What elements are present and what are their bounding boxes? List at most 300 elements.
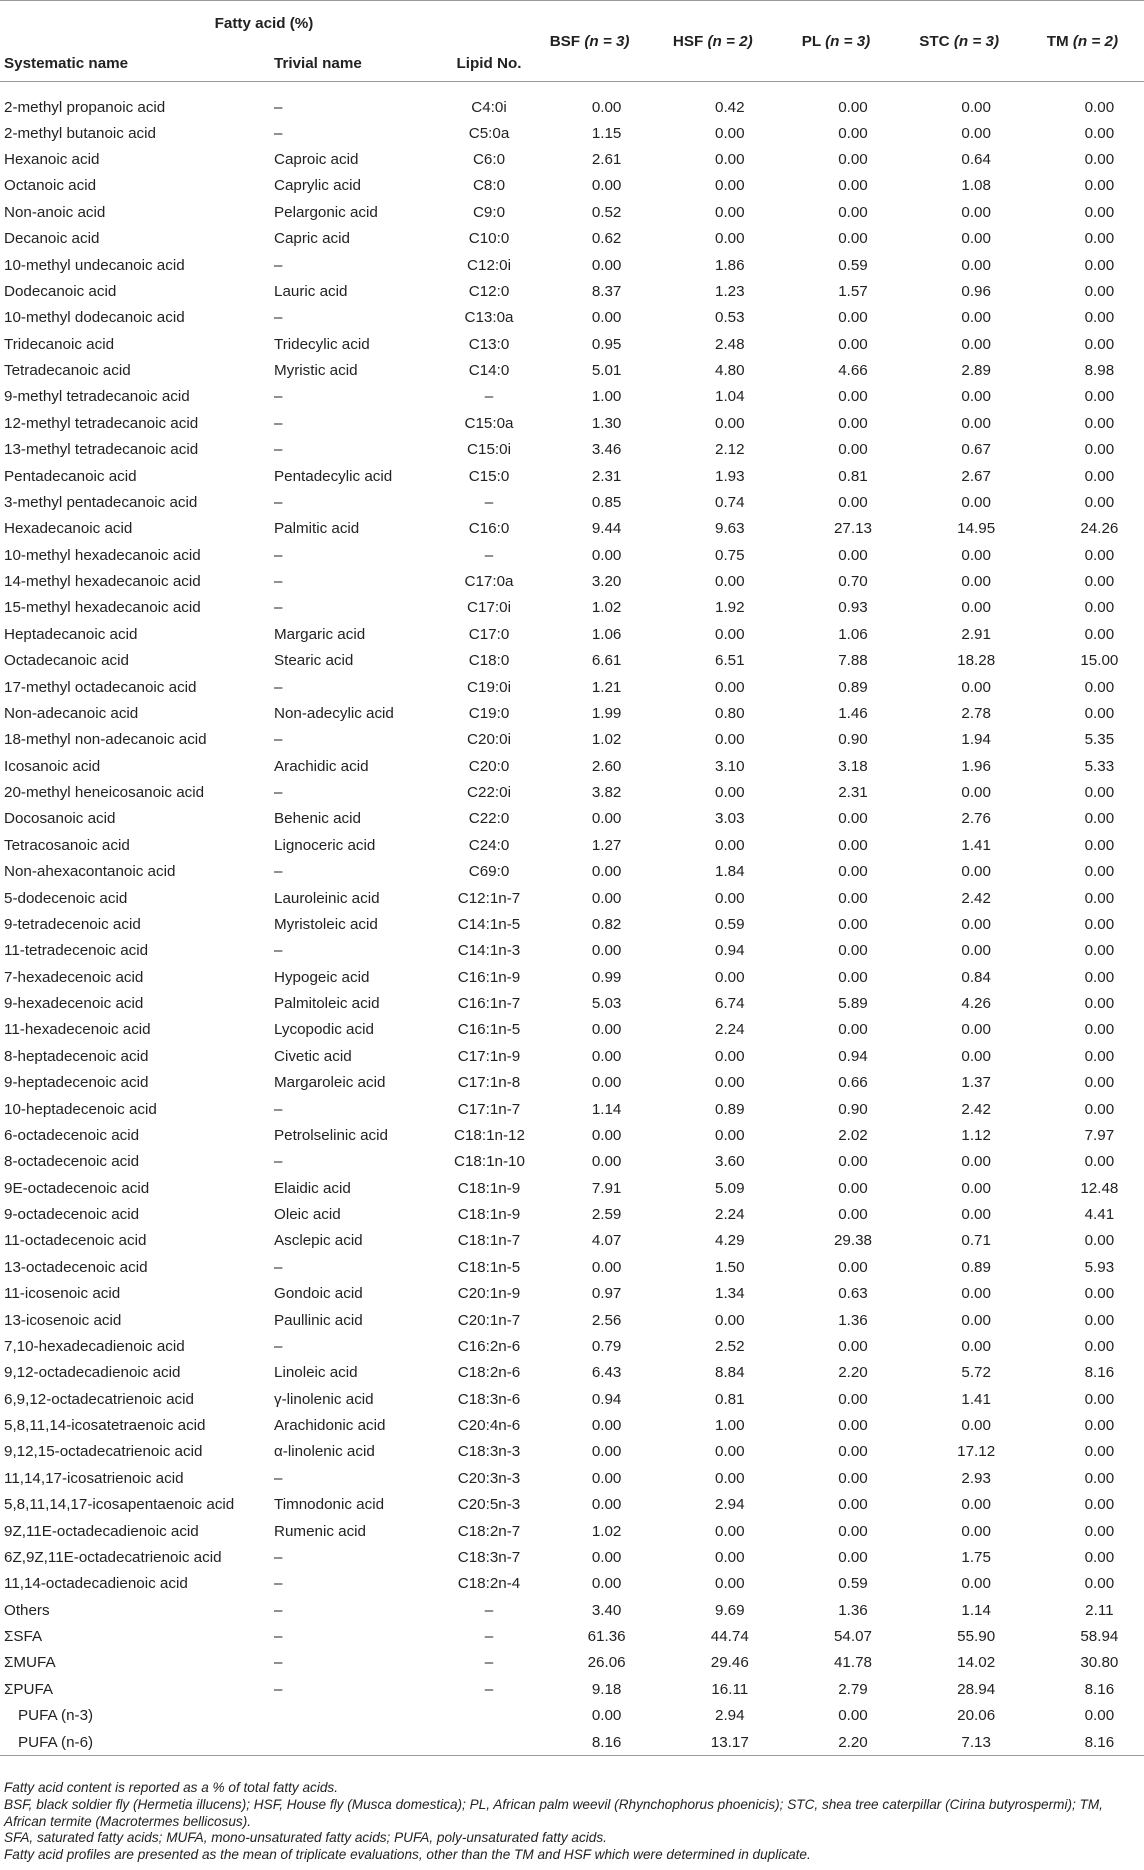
lipid-number-cell: C18:1n-7 <box>457 1232 521 1250</box>
value-cell: 0.00 <box>1084 177 1115 195</box>
table-footnotes <box>4 1780 1140 1864</box>
value-cell: 4.66 <box>838 362 868 380</box>
value-cell: 0.00 <box>1084 203 1115 221</box>
trivial-name-cell: – <box>274 1337 283 1355</box>
footnote: BSF, black soldier fly (Hermetia illucens); HSF, House fly (Musca domestica); PL, African palm weevil (Rhynchophorus phoenicis); STC, shea tree caterpillar (Cirina butyrospermi); TM, African termite (Macrotermes bellicosus). <box>4 1796 1103 1829</box>
lipid-number-cell: C20:4n-6 <box>457 1417 521 1435</box>
table-row <box>0 964 1144 990</box>
value-cell: 7.88 <box>838 652 868 670</box>
trivial-name-cell: – <box>274 1548 283 1566</box>
value-cell: 0.00 <box>1084 467 1115 485</box>
trivial-name-cell: Caproic acid <box>274 151 359 169</box>
value-cell: 0.00 <box>715 230 745 248</box>
table-row <box>0 1096 1144 1122</box>
systematic-name-cell: PUFA (n-6) <box>18 1733 94 1751</box>
value-cell: 0.00 <box>838 309 868 327</box>
value-cell: 0.00 <box>1084 889 1115 907</box>
trivial-name-cell: – <box>274 1469 283 1487</box>
value-cell: 0.00 <box>961 1417 991 1435</box>
table-row <box>0 384 1144 410</box>
value-cell: 6.61 <box>591 652 622 670</box>
value-cell: 2.20 <box>838 1733 868 1751</box>
value-cell: 0.00 <box>961 1179 991 1197</box>
value-cell: 29.38 <box>833 1232 872 1250</box>
value-cell: 0.00 <box>961 203 991 221</box>
value-cell: 0.00 <box>1084 282 1115 300</box>
value-cell: 5.35 <box>1084 731 1115 749</box>
value-cell: 0.00 <box>591 1443 622 1461</box>
value-cell: 0.00 <box>591 1707 622 1725</box>
value-cell: 0.00 <box>838 546 868 564</box>
value-cell: 0.00 <box>961 599 991 617</box>
value-cell: 0.64 <box>961 151 991 169</box>
value-cell: 9.63 <box>715 520 745 538</box>
value-cell: 0.00 <box>1084 1469 1115 1487</box>
value-cell: 0.75 <box>715 546 745 564</box>
systematic-name-cell: Tetradecanoic acid <box>4 362 131 380</box>
systematic-name-cell: 10-heptadecenoic acid <box>4 1100 157 1118</box>
lipid-number-cell: – <box>484 1628 494 1646</box>
lipid-number-cell: C69:0 <box>468 863 510 881</box>
systematic-name-cell: 9Z,11E-octadecadienoic acid <box>4 1522 199 1540</box>
table-row <box>0 911 1144 937</box>
value-cell: 0.00 <box>961 1047 991 1065</box>
trivial-name-cell: – <box>274 1654 283 1672</box>
table-row <box>0 1597 1144 1623</box>
table-row <box>0 1571 1144 1597</box>
group-title: Fatty acid (%) <box>0 1 528 46</box>
table-row <box>0 82 1144 121</box>
value-cell: 5.33 <box>1084 757 1115 775</box>
value-cell: 58.94 <box>1080 1628 1119 1646</box>
lipid-number-cell <box>450 1729 528 1756</box>
table-row <box>0 1122 1144 1148</box>
value-cell: 0.00 <box>838 203 868 221</box>
col-header-lipid: Lipid No. <box>456 54 522 72</box>
value-cell: 0.00 <box>961 493 991 511</box>
lipid-number-cell: C18:1n-5 <box>457 1258 521 1276</box>
value-cell: 1.92 <box>715 599 745 617</box>
value-cell: 0.00 <box>838 1417 868 1435</box>
value-cell: 0.94 <box>715 942 745 960</box>
value-cell: 0.96 <box>961 282 991 300</box>
lipid-number-cell: C22:0 <box>468 810 510 828</box>
value-cell: 1.06 <box>591 625 622 643</box>
value-cell: 0.00 <box>715 1074 745 1092</box>
value-cell: 3.46 <box>591 441 622 459</box>
value-cell: 0.00 <box>1084 573 1115 591</box>
value-cell: 1.12 <box>961 1126 991 1144</box>
lipid-number-cell: C16:1n-9 <box>457 968 521 986</box>
table-row <box>0 990 1144 1016</box>
lipid-number-cell: C12:1n-7 <box>457 889 521 907</box>
table-row <box>0 489 1144 515</box>
systematic-name-cell: 5,8,11,14,17-icosapentaenoic acid <box>4 1496 235 1514</box>
value-cell: 1.04 <box>715 388 745 406</box>
table-row <box>0 832 1144 858</box>
value-cell: 0.42 <box>715 98 745 116</box>
value-cell: 0.66 <box>838 1074 868 1092</box>
table-row <box>0 1043 1144 1069</box>
value-cell: 0.00 <box>1084 1575 1115 1593</box>
value-cell: 9.18 <box>591 1680 622 1698</box>
value-cell: 0.94 <box>838 1047 868 1065</box>
trivial-name-cell: – <box>274 1100 283 1118</box>
value-cell: 0.89 <box>715 1100 745 1118</box>
trivial-name-cell: Hypogeic acid <box>274 968 370 986</box>
table-row <box>0 1623 1144 1649</box>
trivial-name-cell: – <box>274 124 283 142</box>
value-cell: 0.00 <box>961 1206 991 1224</box>
table-row <box>0 1412 1144 1438</box>
value-cell: 0.00 <box>838 942 868 960</box>
systematic-name-cell: 15-methyl hexadecanoic acid <box>4 599 201 617</box>
trivial-name-cell: – <box>274 942 283 960</box>
systematic-name-cell: Non-anoic acid <box>4 203 106 221</box>
value-cell: 0.00 <box>961 230 991 248</box>
value-cell: 0.00 <box>715 784 745 802</box>
value-cell: 2.02 <box>838 1126 868 1144</box>
trivial-name-cell: Palmitic acid <box>274 520 360 538</box>
value-cell: 0.00 <box>838 1206 868 1224</box>
systematic-name-cell: Docosanoic acid <box>4 810 116 828</box>
trivial-name-cell: – <box>274 309 283 327</box>
lipid-number-cell: C24:0 <box>468 836 510 854</box>
trivial-name-cell: Non-adecylic acid <box>274 704 394 722</box>
value-cell: 0.00 <box>838 810 868 828</box>
value-cell: 2.89 <box>961 362 991 380</box>
value-cell: 0.00 <box>838 151 868 169</box>
value-cell: 0.00 <box>1084 599 1115 617</box>
lipid-number-cell: C12:0 <box>468 282 510 300</box>
value-cell: 0.00 <box>838 1021 868 1039</box>
value-cell: 0.00 <box>838 1258 868 1276</box>
trivial-name-cell: Timnodonic acid <box>274 1496 385 1514</box>
table-row <box>0 1703 1144 1729</box>
table-row <box>0 120 1144 146</box>
table-row <box>0 173 1144 199</box>
table-row <box>0 357 1144 383</box>
value-cell: 3.20 <box>591 573 622 591</box>
value-cell: 0.00 <box>1084 1100 1115 1118</box>
value-cell: 0.53 <box>715 309 745 327</box>
table-row <box>0 1228 1144 1254</box>
value-cell: 0.00 <box>838 1496 868 1514</box>
value-cell: 0.62 <box>591 230 622 248</box>
value-cell: 1.50 <box>715 1258 745 1276</box>
value-cell: 55.90 <box>957 1628 996 1646</box>
lipid-number-cell: C22:0i <box>467 784 511 802</box>
value-cell: 2.24 <box>715 1021 745 1039</box>
value-cell: 0.00 <box>1084 1074 1115 1092</box>
table-row <box>0 1017 1144 1043</box>
value-cell: 0.00 <box>838 889 868 907</box>
value-cell: 8.16 <box>1084 1364 1115 1382</box>
lipid-number-cell: C20:0i <box>467 731 511 749</box>
lipid-number-cell: C12:0i <box>467 256 511 274</box>
value-cell: 2.76 <box>961 810 991 828</box>
value-cell: 0.00 <box>838 863 868 881</box>
table-row <box>0 410 1144 436</box>
table-row <box>0 1360 1144 1386</box>
value-cell: 0.00 <box>591 1575 622 1593</box>
value-cell: 1.94 <box>961 731 991 749</box>
value-cell: 0.00 <box>591 1153 622 1171</box>
systematic-name-cell: 6-octadecenoic acid <box>4 1126 140 1144</box>
value-cell: 0.81 <box>715 1390 745 1408</box>
value-cell: 0.00 <box>591 1469 622 1487</box>
trivial-name-cell: Stearic acid <box>274 652 354 670</box>
systematic-name-cell: Decanoic acid <box>4 230 100 248</box>
trivial-name-cell: γ-linolenic acid <box>274 1390 374 1408</box>
value-cell: 0.81 <box>838 467 868 485</box>
lipid-number-cell: – <box>484 1680 494 1698</box>
footnote: Fatty acid profiles are presented as the mean of triplicate evaluations, other than the TM and HSF which were determined in duplicate. <box>4 1847 811 1863</box>
trivial-name-cell: Civetic acid <box>274 1047 352 1065</box>
value-cell: 0.00 <box>961 1575 991 1593</box>
lipid-number-cell: C10:0 <box>468 230 510 248</box>
table-row <box>0 199 1144 225</box>
value-cell: 0.00 <box>961 863 991 881</box>
value-cell: 0.00 <box>591 1417 622 1435</box>
value-cell: 1.00 <box>715 1417 745 1435</box>
lipid-number-cell: C8:0 <box>472 177 506 195</box>
value-cell: 1.93 <box>715 467 745 485</box>
value-cell: 3.18 <box>838 757 868 775</box>
value-cell: 0.00 <box>591 889 622 907</box>
value-cell: 0.00 <box>591 309 622 327</box>
trivial-name-cell: – <box>274 784 283 802</box>
lipid-number-cell: C14:1n-3 <box>457 942 521 960</box>
value-cell: 2.67 <box>961 467 991 485</box>
value-cell: 0.00 <box>591 810 622 828</box>
table-row <box>0 806 1144 832</box>
table-row <box>0 753 1144 779</box>
value-cell: 2.91 <box>961 625 991 643</box>
trivial-name-cell: – <box>274 731 283 749</box>
value-cell: 0.00 <box>715 1311 745 1329</box>
value-cell: 2.11 <box>1085 1601 1114 1619</box>
lipid-number-cell: C4:0i <box>471 98 507 116</box>
value-cell: 0.85 <box>591 493 622 511</box>
trivial-name-cell: – <box>274 1680 283 1698</box>
value-cell: 0.89 <box>838 678 868 696</box>
value-cell: 1.02 <box>591 731 622 749</box>
table-row <box>0 1492 1144 1518</box>
value-cell: 29.46 <box>710 1654 749 1672</box>
value-cell: 0.00 <box>961 1153 991 1171</box>
value-cell: 0.00 <box>961 546 991 564</box>
value-cell: 17.12 <box>957 1443 996 1461</box>
value-cell: 1.06 <box>838 625 868 643</box>
trivial-name-cell: Petrolselinic acid <box>274 1126 388 1144</box>
value-cell: 0.00 <box>838 968 868 986</box>
systematic-name-cell: 9,12-octadecadienoic acid <box>4 1364 181 1382</box>
trivial-name-cell: – <box>274 441 283 459</box>
value-cell: 0.00 <box>961 1311 991 1329</box>
value-cell: 0.00 <box>961 414 991 432</box>
trivial-name-cell: Lignoceric acid <box>274 836 376 854</box>
value-cell: 0.00 <box>715 1469 745 1487</box>
trivial-name-cell: – <box>274 98 283 116</box>
value-cell: 0.74 <box>715 493 745 511</box>
value-cell: 0.00 <box>591 256 622 274</box>
lipid-number-cell: C17:0 <box>468 625 510 643</box>
lipid-number-cell: C17:1n-8 <box>457 1074 521 1092</box>
lipid-number-cell: C17:1n-7 <box>457 1100 521 1118</box>
systematic-name-cell: Pentadecanoic acid <box>4 467 137 485</box>
value-cell: 5.89 <box>838 995 868 1013</box>
value-cell: 2.31 <box>591 467 622 485</box>
systematic-name-cell: Octadecanoic acid <box>4 652 129 670</box>
value-cell: 0.00 <box>591 1548 622 1566</box>
systematic-name-cell: Others <box>4 1601 50 1619</box>
table-row <box>0 1729 1144 1756</box>
systematic-name-cell: 13-octadecenoic acid <box>4 1258 148 1276</box>
value-cell: 0.00 <box>961 573 991 591</box>
value-cell: 4.29 <box>715 1232 745 1250</box>
trivial-name-cell: – <box>274 546 283 564</box>
value-cell: 0.00 <box>1084 388 1115 406</box>
trivial-name-cell: – <box>274 599 283 617</box>
value-cell: 1.27 <box>591 836 622 854</box>
value-cell: 12.48 <box>1080 1179 1119 1197</box>
value-cell: 0.00 <box>1084 335 1115 353</box>
lipid-number-cell: C18:1n-12 <box>454 1126 525 1144</box>
value-cell: 44.74 <box>710 1628 749 1646</box>
value-cell: 0.00 <box>1084 1443 1115 1461</box>
value-cell: 0.00 <box>1084 1047 1115 1065</box>
lipid-number-cell: C13:0a <box>464 309 514 327</box>
value-cell: 0.00 <box>838 1707 868 1725</box>
value-cell: 0.95 <box>591 335 622 353</box>
table-row <box>0 463 1144 489</box>
value-cell: 9.69 <box>715 1601 745 1619</box>
value-cell: 1.46 <box>838 704 868 722</box>
lipid-number-cell: C14:0 <box>468 362 510 380</box>
value-cell: 1.08 <box>961 177 991 195</box>
trivial-name-cell: Myristic acid <box>274 362 358 380</box>
table-row <box>0 1544 1144 1570</box>
col-header-trivial: Trivial name <box>274 54 362 72</box>
table-row <box>0 516 1144 542</box>
value-cell: 2.93 <box>961 1469 991 1487</box>
value-cell: 0.00 <box>838 1443 868 1461</box>
table-row <box>0 674 1144 700</box>
value-cell: 6.74 <box>715 995 745 1013</box>
value-cell: 0.80 <box>715 704 745 722</box>
value-cell: 0.00 <box>1084 309 1115 327</box>
value-cell: 2.78 <box>961 704 991 722</box>
trivial-name-cell: – <box>274 1628 283 1646</box>
lipid-number-cell: C18:2n-7 <box>457 1522 521 1540</box>
table-row <box>0 437 1144 463</box>
value-cell: 1.14 <box>591 1100 622 1118</box>
value-cell: 0.63 <box>838 1285 868 1303</box>
value-cell: 1.37 <box>961 1074 991 1092</box>
value-cell: 0.00 <box>961 335 991 353</box>
value-cell: 0.00 <box>961 256 991 274</box>
table-row <box>0 305 1144 331</box>
value-cell: 0.00 <box>961 942 991 960</box>
value-cell: 0.70 <box>838 573 868 591</box>
systematic-name-cell: 12-methyl tetradecanoic acid <box>4 414 199 432</box>
value-cell: 2.56 <box>591 1311 622 1329</box>
value-cell: 0.00 <box>838 836 868 854</box>
value-cell: 0.00 <box>1084 1232 1115 1250</box>
systematic-name-cell: 8-octadecenoic acid <box>4 1153 140 1171</box>
value-cell: 8.37 <box>591 282 622 300</box>
value-cell: 0.00 <box>715 968 745 986</box>
lipid-number-cell: C20:5n-3 <box>457 1496 521 1514</box>
value-cell: 5.01 <box>591 362 622 380</box>
systematic-name-cell: 13-methyl tetradecanoic acid <box>4 441 199 459</box>
systematic-name-cell: 7-hexadecenoic acid <box>4 968 144 986</box>
value-cell: 6.43 <box>591 1364 622 1382</box>
lipid-number-cell: C19:0 <box>468 704 510 722</box>
lipid-number-cell: – <box>484 1601 494 1619</box>
trivial-name-cell: – <box>274 1153 283 1171</box>
value-cell: 0.00 <box>715 1548 745 1566</box>
trivial-name-cell: Linoleic acid <box>274 1364 358 1382</box>
value-cell: 0.00 <box>591 1126 622 1144</box>
lipid-number-cell: C20:0 <box>468 757 510 775</box>
value-cell: 0.00 <box>838 414 868 432</box>
value-cell: 1.96 <box>961 757 991 775</box>
systematic-name-cell: Icosanoic acid <box>4 757 101 775</box>
value-cell: 0.00 <box>715 177 745 195</box>
value-cell: 0.00 <box>1084 810 1115 828</box>
table-row <box>0 648 1144 674</box>
lipid-number-cell: C20:1n-9 <box>457 1285 521 1303</box>
systematic-name-cell: 9E-octadecenoic acid <box>4 1179 150 1197</box>
value-cell: 1.34 <box>715 1285 745 1303</box>
trivial-name-cell: Pelargonic acid <box>274 203 378 221</box>
value-cell: 0.89 <box>961 1258 991 1276</box>
col-header-pl: PL (n = 3) <box>774 1 897 82</box>
value-cell: 14.95 <box>957 520 996 538</box>
trivial-name-cell: – <box>274 388 283 406</box>
value-cell: 2.24 <box>715 1206 745 1224</box>
systematic-name-cell: Tetracosanoic acid <box>4 836 130 854</box>
table-row <box>0 859 1144 885</box>
value-cell: 0.90 <box>838 731 868 749</box>
systematic-name-cell: ΣSFA <box>4 1628 43 1646</box>
footnote: Fatty acid content is reported as a % of total fatty acids. <box>4 1780 338 1795</box>
systematic-name-cell: 11,14-octadecadienoic acid <box>4 1575 188 1593</box>
value-cell: 0.00 <box>838 493 868 511</box>
table-row <box>0 1465 1144 1491</box>
systematic-name-cell: Hexadecanoic acid <box>4 520 133 538</box>
value-cell: 3.82 <box>591 784 622 802</box>
systematic-name-cell: 3-methyl pentadecanoic acid <box>4 493 198 511</box>
systematic-name-cell: 6Z,9Z,11E-octadecatrienoic acid <box>4 1548 222 1566</box>
systematic-name-cell: 9,12,15-octadecatrienoic acid <box>4 1443 203 1461</box>
value-cell: 0.00 <box>1084 1337 1115 1355</box>
value-cell: 5.72 <box>961 1364 991 1382</box>
value-cell: 3.40 <box>591 1601 622 1619</box>
value-cell: 0.00 <box>961 1021 991 1039</box>
value-cell: 1.99 <box>591 704 622 722</box>
value-cell: 1.36 <box>838 1601 868 1619</box>
systematic-name-cell: 11,14,17-icosatrienoic acid <box>4 1469 184 1487</box>
table-row <box>0 1149 1144 1175</box>
trivial-name-cell: – <box>274 573 283 591</box>
table-row <box>0 1676 1144 1702</box>
value-cell: 0.00 <box>591 1074 622 1092</box>
systematic-name-cell: 17-methyl octadecanoic acid <box>4 678 197 696</box>
table-row <box>0 331 1144 357</box>
